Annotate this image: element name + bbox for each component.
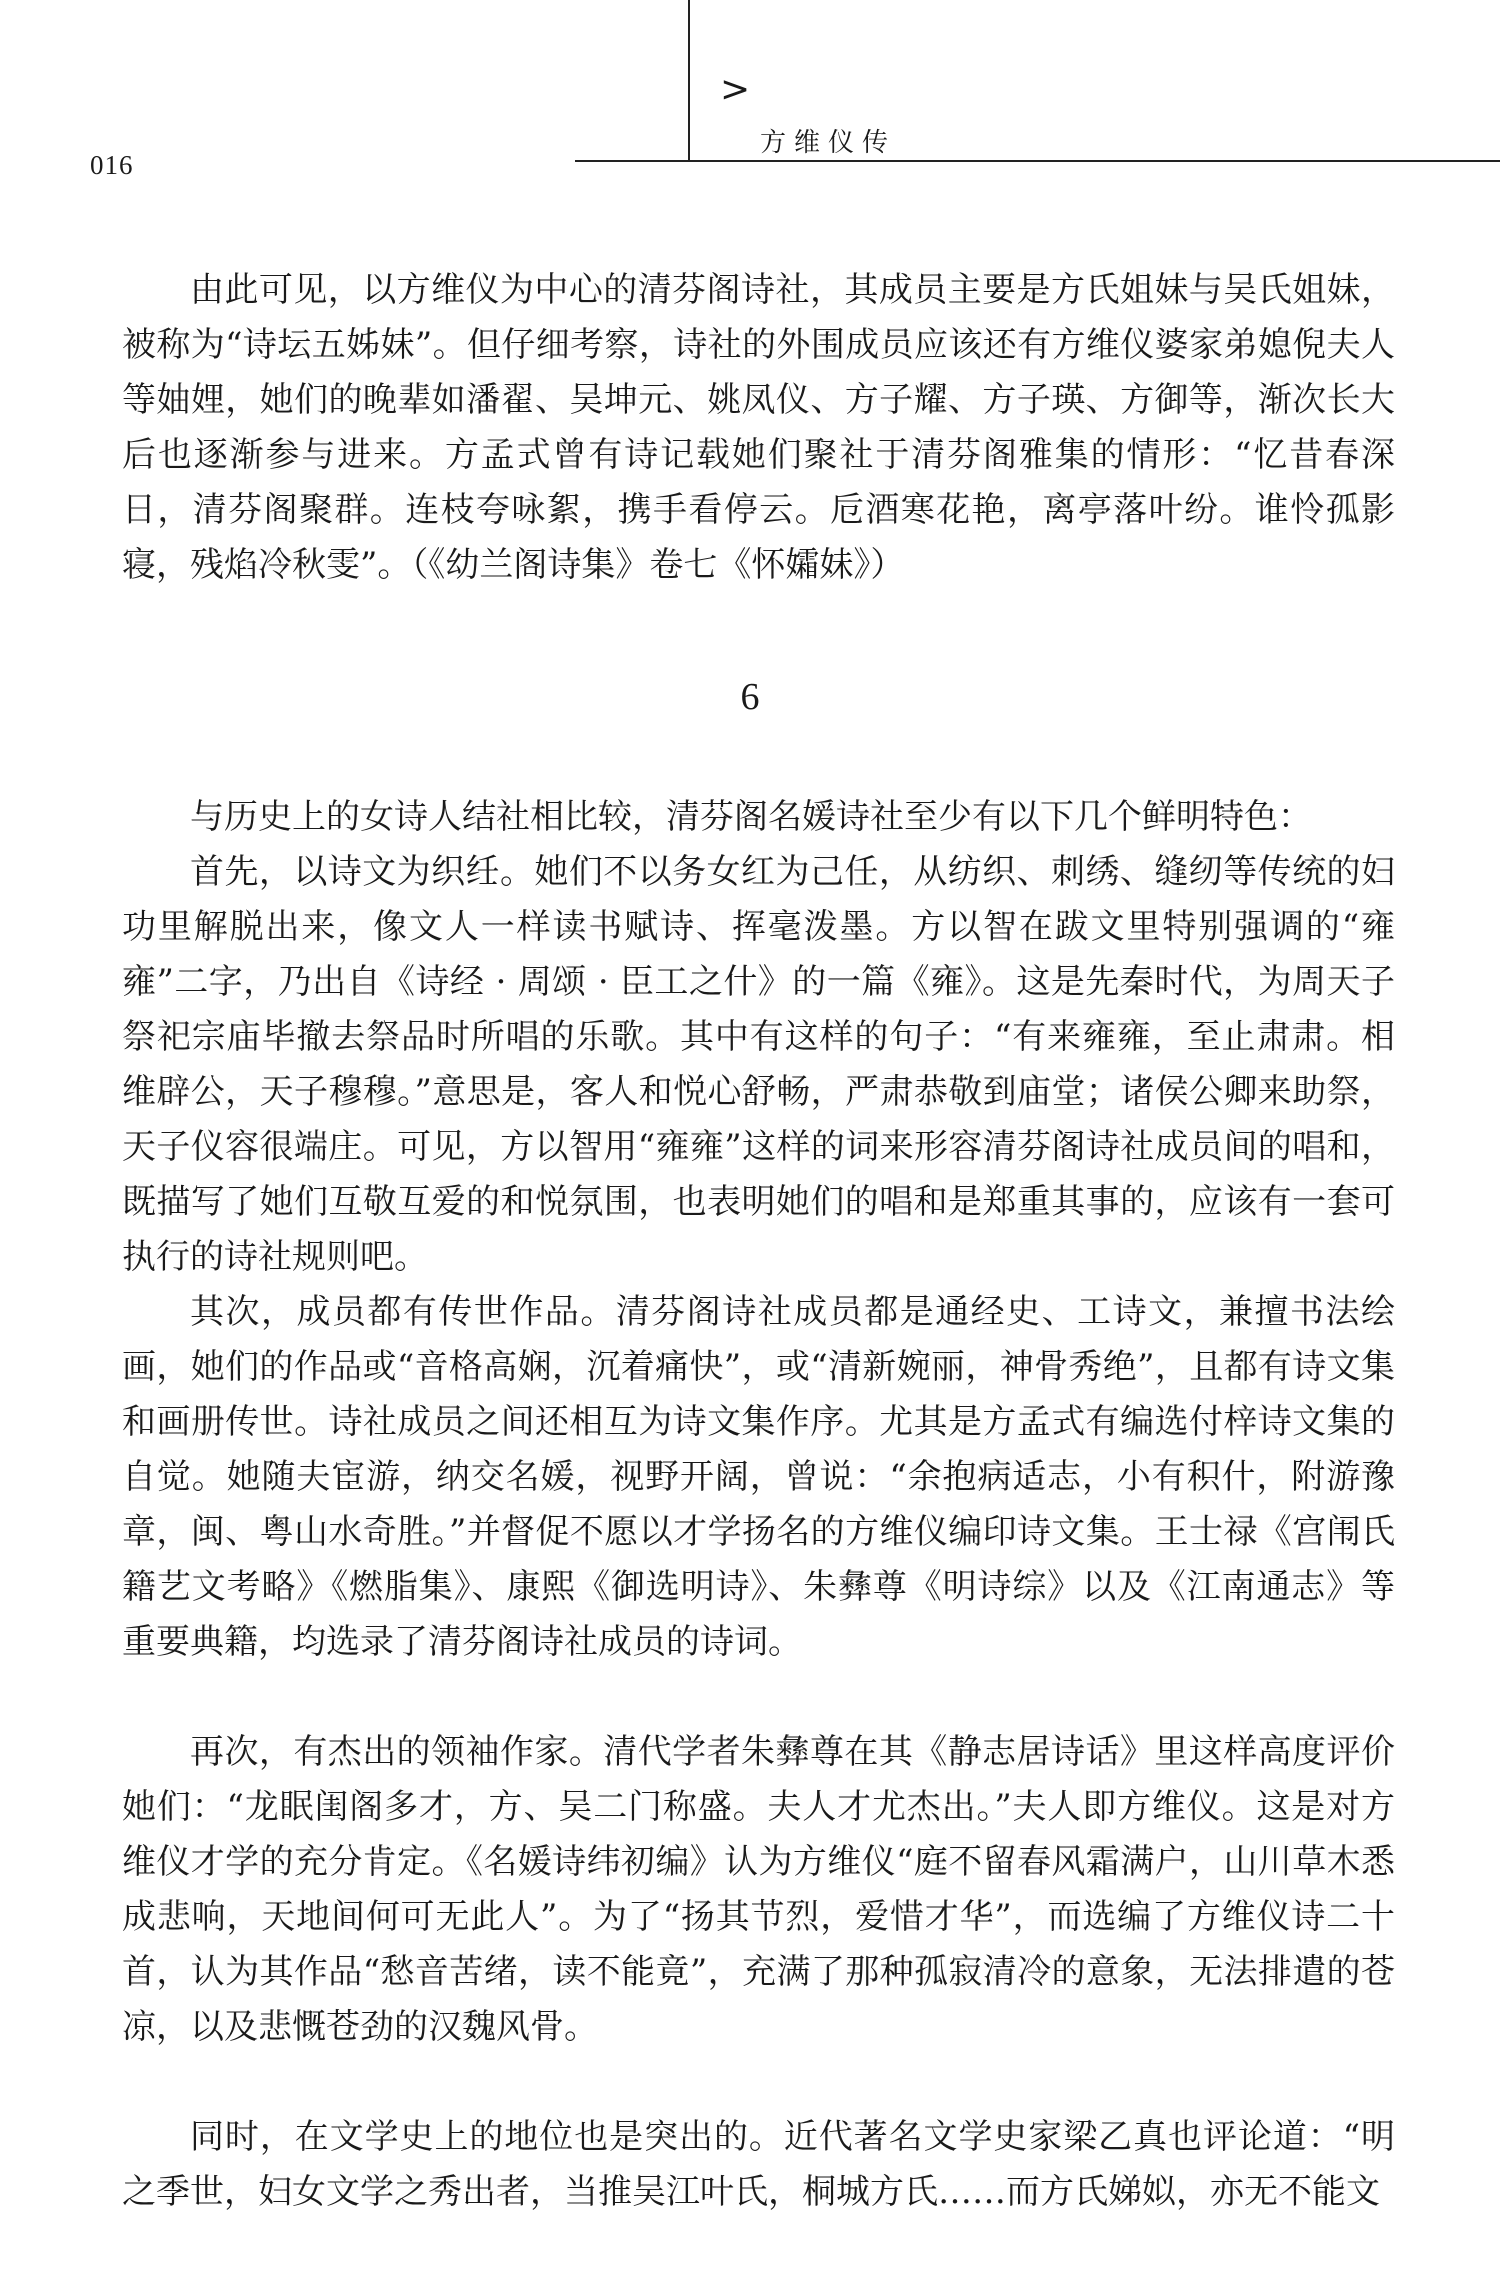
paragraph-6: 同时，在文学史上的地位也是突出的。近代著名文学史家梁乙真也评论道：“明之季世，妇女文学之秀出者，当推吴江叶氏，桐城方氏……而方氏娣姒，亦无不能文 [122, 2117, 1395, 2212]
page-number: 016 [90, 150, 134, 180]
running-title: 方维仪传 [760, 128, 897, 158]
header-vertical-rule [688, 0, 690, 160]
paragraph-2: 与历史上的女诗人结社相比较，清芬阁名媛诗社至少有以下几个鲜明特色： [190, 797, 1312, 837]
section-number: 6 [740, 676, 760, 718]
paragraph-4: 其次，成员都有传世作品。清芬阁诗社成员都是通经史、工诗文，兼擅书法绘画，她们的作品或“音格高娴，沉着痛快”，或“清新婉丽，神骨秀绝”，且都有诗文集和画册传世。诗社成员之间还相互为诗文集作序。尤其是方孟式有编选付梓诗文集的自觉。她随夫宦游，纳交名媛，视野开阔，曾说：“余抱病适志，小有积什，附游豫章，闽、粤山水奇胜。”并督促不愿以才学扬名的方维仪编印诗文集。王士禄《宫闱氏籍艺文考略》《燃脂集》、康熙《御选明诗》、朱彝尊《明诗综》以及《江南通志》等重要典籍，均选录了清芬阁诗社成员的诗词。 [122, 1292, 1395, 1662]
paragraph-1: 由此可见，以方维仪为中心的清芬阁诗社，其成员主要是方氏姐妹与吴氏姐妹，被称为“诗坛五姊妹”。但仔细考察，诗社的外围成员应该还有方维仪婆家弟媳倪夫人等妯娌，她们的晚辈如潘翟、吴坤元、姚凤仪、方子耀、方子瑛、方御等，渐次长大后也逐渐参与进来。方孟式曾有诗记载她们聚社于清芬阁雅集的情形：“忆昔春深日，清芬阁聚群。连枝夸咏絮，携手看停云。卮酒寒花艳，离亭落叶纷。谁怜孤影寝，残焰冷秋雯”。（《幼兰阁诗集》卷七《怀孀妹》） [122, 270, 1395, 585]
header-horizontal-rule [575, 160, 1500, 162]
paragraph-5: 再次，有杰出的领袖作家。清代学者朱彝尊在其《静志居诗话》里这样高度评价她们：“龙眠闺阁多才，方、吴二门称盛。夫人才尤杰出。”夫人即方维仪。这是对方维仪才学的充分肯定。《名媛诗纬初编》认为方维仪“庭不留春风霜满户，山川草木悉成悲响，天地间何可无此人”。为了“扬其节烈，爱惜才华”，而选编了方维仪诗二十首，认为其作品“愁音苦绪，读不能竟”，充满了那种孤寂清冷的意象，无法排遣的苍凉，以及悲慨苍劲的汉魏风骨。 [122, 1732, 1395, 2047]
paragraph-3: 首先，以诗文为织纴。她们不以务女红为己任，从纺织、刺绣、缝纫等传统的妇功里解脱出来，像文人一样读书赋诗、挥毫泼墨。方以智在跋文里特别强调的“雍雍”二字，乃出自《诗经 · 周颂 · 臣工之什》的一篇《雍》。这是先秦时代，为周天子祭祀宗庙毕撤去祭品时所唱的乐歌。其中有这样的句子：“有来雍雍，至止肃肃。相维辟公，天子穆穆。”意思是，客人和悦心舒畅，严肃恭敬到庙堂；诸侯公卿来助祭，天子仪容很端庄。可见，方以智用“雍雍”这样的词来形容清芬阁诗社成员间的唱和，既描写了她们互敬互爱的和悦氛围，也表明她们的唱和是郑重其事的，应该有一套可执行的诗社规则吧。 [122, 852, 1395, 1277]
header-arrow-icon: > [720, 69, 751, 110]
